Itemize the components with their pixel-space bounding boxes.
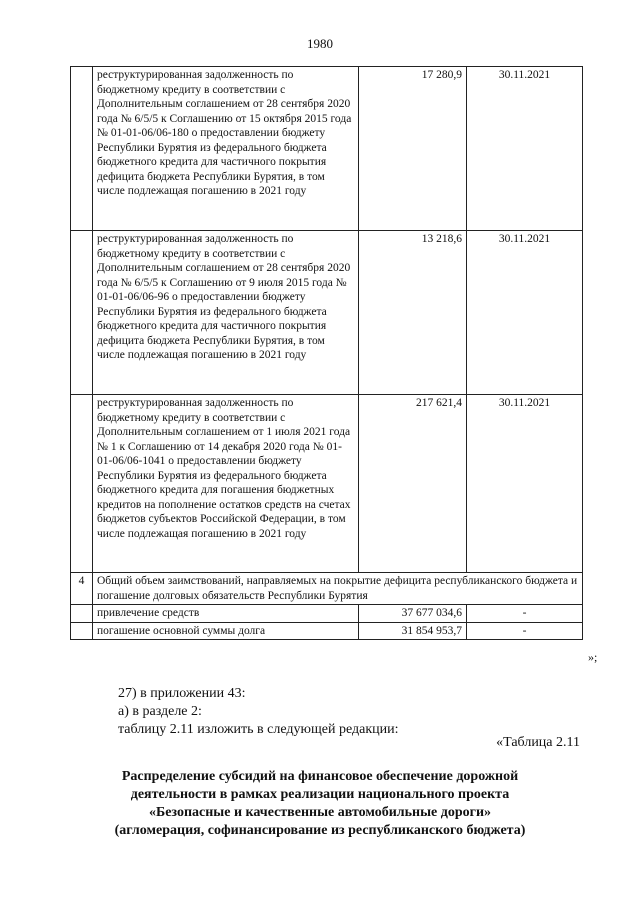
amount-cell: 17 280,9 — [359, 67, 467, 231]
index-cell — [71, 395, 93, 573]
description-cell: реструктурированная задолженность по бюджетному кредиту в соответствии с Дополнительным соглашением от 1 июля 2021 года № 1 к Соглашению от 14 декабря 2020 года № 01-01-06/06-1041 о предоставлении бюджету Республики Бурятия из федерального бюджета бюджетного кредита для погашения бюджетных кредитов на пополнение остатков средств на счетах бюджетов субъектов Российской Федерации, в том числе подлежащая погашению в 2021 году — [93, 395, 359, 573]
table-caption: «Таблица 2.11 — [496, 735, 580, 750]
title-line: (агломерация, софинансирование из республиканского бюджета) — [114, 823, 526, 838]
table-row — [71, 395, 583, 573]
amount-cell: 13 218,6 — [359, 231, 467, 395]
description-cell: реструктурированная задолженность по бюджетному кредиту в соответствии с Дополнительным соглашением от 28 сентября 2020 года № 6/5/5 к Соглашению от 15 октября 2015 года № 01-01-06/06-180 о предоставлении бюджету Республики Бурятия из федерального бюджета бюджетного кредита для частичного покрытия дефицита бюджета Республики Бурятия, в том числе подлежащая погашению в 2021 году — [93, 67, 359, 231]
document-title — [60, 768, 580, 840]
title-line: Распределение субсидий на финансовое обеспечение дорожной — [121, 769, 519, 784]
table-row — [71, 573, 583, 605]
page-number: 1980 — [307, 36, 333, 51]
title-line: «Безопасные и качественные автомобильные дороги» — [148, 805, 492, 820]
index-cell — [71, 231, 93, 395]
subrow-label: погашение основной суммы долга — [93, 622, 359, 640]
amount-cell: 217 621,4 — [359, 395, 467, 573]
date-cell: - — [467, 622, 583, 640]
table-row — [71, 605, 583, 623]
description-cell: реструктурированная задолженность по бюджетному кредиту в соответствии с Дополнительным соглашением от 28 сентября 2020 года № 6/5/5 к Соглашению от 9 июля 2015 года № 01-01-06/06-96 о предоставлении бюджету Республики Бурятия из федерального бюджета бюджетного кредита для частичного покрытия дефицита бюджета Республики Бурятия, в том числе подлежащая погашению в 2021 году — [93, 231, 359, 395]
amount-cell: 31 854 953,7 — [359, 622, 467, 640]
closing-quote: »; — [588, 650, 598, 664]
amendment-text — [118, 685, 399, 739]
title-line: деятельности в рамках реализации национального проекта — [130, 787, 510, 802]
index-cell — [71, 605, 93, 623]
debt-table — [70, 66, 583, 640]
amendment-line: а) в разделе 2: — [118, 704, 202, 719]
date-cell: 30.11.2021 — [467, 395, 583, 573]
amendment-line: таблицу 2.11 изложить в следующей редакции: — [118, 722, 399, 737]
subrow-label: привлечение средств — [93, 605, 359, 623]
index-cell — [71, 622, 93, 640]
index-cell: 4 — [71, 573, 93, 605]
index-cell — [71, 67, 93, 231]
amendment-line: 27) в приложении 43: — [118, 686, 246, 701]
date-cell: - — [467, 605, 583, 623]
table-row — [71, 622, 583, 640]
date-cell: 30.11.2021 — [467, 231, 583, 395]
amount-cell: 37 677 034,6 — [359, 605, 467, 623]
date-cell: 30.11.2021 — [467, 67, 583, 231]
table-row — [71, 67, 583, 231]
table-row — [71, 231, 583, 395]
summary-description-cell: Общий объем заимствований, направляемых на покрытие дефицита республиканского бюджета и погашение долговых обязательств Республики Бурятия — [93, 573, 583, 605]
